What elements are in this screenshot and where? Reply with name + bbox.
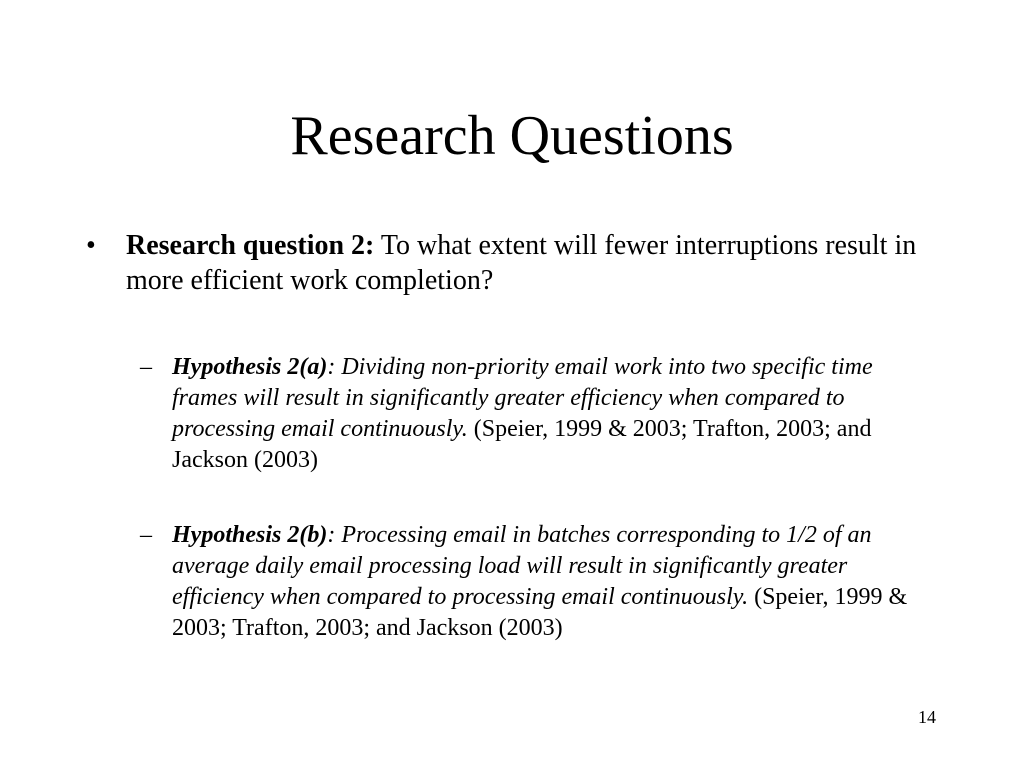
- hypothesis-2b-body: : Processing email in batches corresponding to 1/2 of an average daily email processing load will result in significantly greater efficiency when compared to processing email continuously.: [172, 522, 872, 610]
- hypothesis-2b-label: Hypothesis 2(b): [172, 522, 328, 548]
- bullet-marker: •: [86, 230, 96, 261]
- research-question-bullet: [86, 228, 946, 298]
- hypothesis-2a-text: [172, 352, 940, 476]
- hypothesis-2a-citation: (Speier, 1999 & 2003; Trafton, 2003; and Jackson (2003): [172, 416, 872, 473]
- research-question-text: [126, 228, 946, 298]
- hypothesis-2a-body: : Dividing non-priority email work into two specific time frames will result in significantly greater efficiency when compared to processing email continuously.: [172, 354, 873, 442]
- sub-bullet-marker: –: [140, 522, 152, 548]
- hypothesis-2b-citation: (Speier, 1999 & 2003; Trafton, 2003; and Jackson (2003): [172, 584, 908, 641]
- hypothesis-2a-item: [140, 352, 940, 476]
- sub-bullet-marker: –: [140, 354, 152, 380]
- research-question-body: To what extent will fewer interruptions result in more efficient work completion?: [126, 230, 917, 296]
- research-question-label: Research question 2:: [126, 230, 375, 261]
- hypothesis-2b-text: [172, 520, 940, 644]
- hypothesis-2a-label: Hypothesis 2(a): [172, 354, 328, 380]
- page-number: 14: [918, 707, 936, 727]
- hypothesis-2b-item: [140, 520, 940, 644]
- slide-title: Research Questions: [290, 105, 734, 167]
